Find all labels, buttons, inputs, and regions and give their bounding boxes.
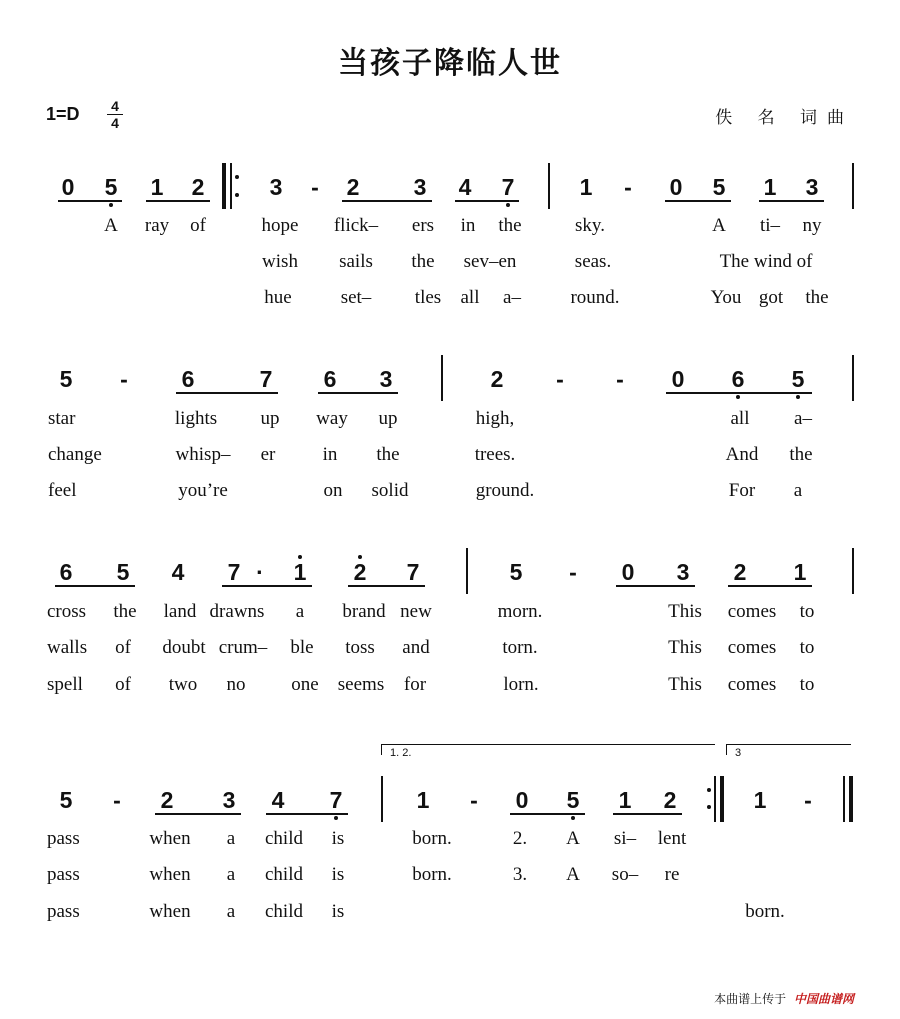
lyric: all bbox=[460, 287, 480, 308]
note: 5 bbox=[566, 787, 580, 813]
lyric: the bbox=[411, 251, 435, 272]
lyric: born. bbox=[745, 901, 785, 922]
lyric: ti– bbox=[759, 215, 781, 236]
lyric: er bbox=[260, 444, 276, 465]
note: 2 bbox=[346, 174, 360, 200]
eighth-beam bbox=[55, 585, 135, 587]
eighth-beam bbox=[455, 200, 519, 202]
note: 0 bbox=[621, 559, 635, 585]
eighth-beam bbox=[759, 200, 824, 202]
volta-label: 3 bbox=[735, 747, 742, 759]
lyric: comes bbox=[727, 637, 777, 658]
lyric: new bbox=[400, 601, 432, 622]
lyric: up bbox=[260, 408, 280, 429]
eighth-beam bbox=[616, 585, 695, 587]
note: 0 bbox=[671, 366, 685, 392]
eighth-beam bbox=[348, 585, 425, 587]
lyric: a bbox=[226, 901, 236, 922]
lyric: round. bbox=[570, 287, 620, 308]
eighth-beam bbox=[613, 813, 682, 815]
lyric: a bbox=[226, 828, 236, 849]
dash: - bbox=[616, 366, 624, 392]
lyric: when bbox=[149, 828, 191, 849]
lyric: way bbox=[316, 408, 348, 429]
lyric: child bbox=[265, 901, 303, 922]
eighth-beam bbox=[728, 585, 812, 587]
lyric: in bbox=[322, 444, 338, 465]
eighth-beam bbox=[318, 392, 398, 394]
eighth-beam bbox=[266, 813, 348, 815]
note: 1 bbox=[293, 559, 307, 585]
note: 7 bbox=[259, 366, 273, 392]
volta-bracket-1-2 bbox=[381, 744, 715, 759]
lower-octave-dot bbox=[736, 395, 740, 399]
lyric: cross bbox=[47, 601, 87, 622]
note: 3 bbox=[269, 174, 283, 200]
repeat-dot bbox=[707, 805, 711, 809]
dash: - bbox=[120, 366, 128, 392]
lyric: hope bbox=[261, 215, 299, 236]
note: 7 bbox=[329, 787, 343, 813]
lyric: trees. bbox=[474, 444, 516, 465]
note: 6 bbox=[323, 366, 337, 392]
note: 6 bbox=[59, 559, 73, 585]
lyric: to bbox=[799, 674, 815, 695]
lyric: in bbox=[460, 215, 476, 236]
repeat-end-thin bbox=[714, 776, 716, 822]
lyric: child bbox=[265, 864, 303, 885]
note: 0 bbox=[669, 174, 683, 200]
lyric: comes bbox=[727, 601, 777, 622]
barline bbox=[852, 163, 854, 209]
note: 5 bbox=[791, 366, 805, 392]
barline bbox=[441, 355, 443, 401]
repeat-dot bbox=[235, 175, 239, 179]
site-logo[interactable]: 中国曲谱网 bbox=[793, 992, 854, 1006]
lyric: drawns bbox=[209, 601, 265, 622]
note: 7 bbox=[406, 559, 420, 585]
note: 1 bbox=[579, 174, 593, 200]
lower-octave-dot bbox=[571, 816, 575, 820]
lyric: This bbox=[668, 637, 702, 658]
lyric: You bbox=[710, 287, 742, 308]
lyric: 3. bbox=[512, 864, 528, 885]
lyric: child bbox=[265, 828, 303, 849]
note: 6 bbox=[181, 366, 195, 392]
note: 2 bbox=[733, 559, 747, 585]
lyric: set– bbox=[340, 287, 372, 308]
note: 1 bbox=[763, 174, 777, 200]
repeat-dot bbox=[707, 788, 711, 792]
dash: - bbox=[804, 787, 812, 813]
lyric: lorn. bbox=[503, 674, 539, 695]
lyric: so– bbox=[611, 864, 639, 885]
lower-octave-dot bbox=[334, 816, 338, 820]
note: 7 bbox=[501, 174, 515, 200]
lyric: two bbox=[168, 674, 198, 695]
lyric: one bbox=[291, 674, 319, 695]
upper-octave-dot bbox=[358, 555, 362, 559]
note: 7 bbox=[227, 559, 241, 585]
lyric: is bbox=[331, 864, 345, 885]
lyric: 2. bbox=[512, 828, 528, 849]
lyric: ground. bbox=[475, 480, 535, 501]
lower-octave-dot bbox=[109, 203, 113, 207]
note: 1 bbox=[753, 787, 767, 813]
barline bbox=[548, 163, 550, 209]
song-title: 当孩子降临人世 bbox=[338, 46, 562, 81]
lyric: doubt bbox=[162, 637, 206, 658]
upper-octave-dot bbox=[298, 555, 302, 559]
note: 1 bbox=[416, 787, 430, 813]
lyric: all bbox=[730, 408, 750, 429]
note: 5 bbox=[59, 787, 73, 813]
lyric: toss bbox=[345, 637, 375, 658]
lyric: a bbox=[793, 480, 803, 501]
eighth-beam bbox=[176, 392, 278, 394]
lower-octave-dot bbox=[796, 395, 800, 399]
eighth-beam bbox=[665, 200, 731, 202]
lyric: brand bbox=[342, 601, 386, 622]
note: 5 bbox=[712, 174, 726, 200]
dash: - bbox=[113, 787, 121, 813]
lyric: when bbox=[149, 901, 191, 922]
volta-bracket-3 bbox=[726, 744, 851, 759]
lyric: when bbox=[149, 864, 191, 885]
note: 2 bbox=[160, 787, 174, 813]
lyric: sev–en bbox=[463, 251, 517, 272]
lyric: born. bbox=[412, 828, 452, 849]
lyric: crum– bbox=[218, 637, 268, 658]
note: 6 bbox=[731, 366, 745, 392]
lyric: A bbox=[104, 215, 118, 236]
note: 1 bbox=[150, 174, 164, 200]
lyric: A bbox=[566, 828, 580, 849]
lyric: And bbox=[725, 444, 759, 465]
source-footer bbox=[714, 990, 854, 1007]
note: 0 bbox=[61, 174, 75, 200]
lyric: re bbox=[664, 864, 680, 885]
lyric: whisp– bbox=[175, 444, 231, 465]
dash: - bbox=[556, 366, 564, 392]
dash: - bbox=[470, 787, 478, 813]
lyric: pass bbox=[47, 828, 80, 849]
lyric: A bbox=[566, 864, 580, 885]
lyric: sails bbox=[339, 251, 373, 272]
lyric: feel bbox=[48, 480, 77, 501]
repeat-end-thick bbox=[720, 776, 724, 822]
dash: - bbox=[311, 174, 319, 200]
dash: - bbox=[569, 559, 577, 585]
lyric: torn. bbox=[502, 637, 538, 658]
note: 3 bbox=[676, 559, 690, 585]
lyric: of bbox=[115, 637, 131, 658]
lyric: is bbox=[331, 901, 345, 922]
lyric: the bbox=[498, 215, 522, 236]
repeat-start-thick bbox=[222, 163, 226, 209]
eighth-beam bbox=[146, 200, 210, 202]
note: 5 bbox=[104, 174, 118, 200]
lyric: star bbox=[48, 408, 76, 429]
note: 1 bbox=[793, 559, 807, 585]
note: 2 bbox=[663, 787, 677, 813]
final-barline-thick bbox=[849, 776, 853, 822]
lyric: change bbox=[48, 444, 102, 465]
lyric: is bbox=[331, 828, 345, 849]
eighth-beam bbox=[155, 813, 241, 815]
lyric: born. bbox=[412, 864, 452, 885]
lyric: hue bbox=[264, 287, 292, 308]
lyric: the bbox=[805, 287, 829, 308]
final-barline-thin bbox=[843, 776, 845, 822]
note: 3 bbox=[413, 174, 427, 200]
lyric: a bbox=[295, 601, 305, 622]
lyric: The wind of bbox=[719, 251, 813, 272]
lyric: on bbox=[323, 480, 343, 501]
key-signature: 1=D bbox=[46, 104, 80, 124]
lyric: no bbox=[226, 674, 246, 695]
barline bbox=[852, 548, 854, 594]
note: 1 bbox=[618, 787, 632, 813]
lyric: and bbox=[402, 637, 430, 658]
note: 5 bbox=[509, 559, 523, 585]
volta-label: 1. 2. bbox=[390, 747, 412, 759]
lyric: a– bbox=[503, 287, 521, 308]
lyric: a bbox=[226, 864, 236, 885]
barline bbox=[852, 355, 854, 401]
lyric: flick– bbox=[333, 215, 379, 236]
eighth-beam bbox=[510, 813, 585, 815]
lyric: morn. bbox=[497, 601, 543, 622]
lyric: ble bbox=[290, 637, 314, 658]
lyric: spell bbox=[47, 674, 83, 695]
repeat-dot bbox=[235, 193, 239, 197]
lyric: pass bbox=[47, 864, 80, 885]
lyric: seems bbox=[337, 674, 385, 695]
note: 5 bbox=[116, 559, 130, 585]
lyric: of bbox=[115, 674, 131, 695]
lyric: ny bbox=[802, 215, 822, 236]
note: 3 bbox=[379, 366, 393, 392]
lyric: ers bbox=[411, 215, 435, 236]
composer-credit: 佚 名 词曲 bbox=[715, 108, 854, 128]
repeat-start-thin bbox=[230, 163, 232, 209]
lyric: solid bbox=[371, 480, 409, 501]
lyric: pass bbox=[47, 901, 80, 922]
lyric: lent bbox=[657, 828, 687, 849]
lyric: This bbox=[668, 601, 702, 622]
eighth-beam bbox=[58, 200, 122, 202]
lyric: to bbox=[799, 601, 815, 622]
lyric: sky. bbox=[575, 215, 605, 236]
time-signature bbox=[107, 98, 123, 131]
lyric: si– bbox=[613, 828, 637, 849]
lyric: high, bbox=[475, 408, 515, 429]
lyric: the bbox=[376, 444, 400, 465]
lyric: got bbox=[758, 287, 784, 308]
lyric: tles bbox=[414, 287, 442, 308]
lower-octave-dot bbox=[506, 203, 510, 207]
note: 2 bbox=[191, 174, 205, 200]
note: 4 bbox=[171, 559, 185, 585]
lyric: of bbox=[190, 215, 206, 236]
lyric: for bbox=[403, 674, 427, 695]
eighth-beam bbox=[726, 392, 812, 394]
lyric: wish bbox=[262, 251, 298, 272]
lyric: comes bbox=[727, 674, 777, 695]
lyric: A bbox=[712, 215, 726, 236]
note: 2 bbox=[490, 366, 504, 392]
barline bbox=[381, 776, 383, 822]
lyric: to bbox=[799, 637, 815, 658]
note: 2 bbox=[353, 559, 367, 585]
dash: - bbox=[624, 174, 632, 200]
lyric: the bbox=[113, 601, 137, 622]
lyric: This bbox=[668, 674, 702, 695]
lyric: you’re bbox=[178, 480, 228, 501]
lyric: For bbox=[728, 480, 756, 501]
eighth-beam bbox=[222, 585, 312, 587]
lyric: the bbox=[789, 444, 813, 465]
lyric: a– bbox=[794, 408, 812, 429]
meter-denominator: 4 bbox=[111, 115, 119, 131]
footer-prefix: 本曲谱上传于 bbox=[714, 992, 787, 1006]
lyric: lights bbox=[174, 408, 218, 429]
meter-numerator: 4 bbox=[107, 98, 123, 115]
barline bbox=[466, 548, 468, 594]
lyric: seas. bbox=[574, 251, 612, 272]
lyric: ray bbox=[144, 215, 170, 236]
note: 3 bbox=[805, 174, 819, 200]
note: 3 bbox=[222, 787, 236, 813]
eighth-beam bbox=[342, 200, 432, 202]
augmentation-dot: · bbox=[256, 559, 264, 585]
lyric: walls bbox=[47, 637, 88, 658]
note: 4 bbox=[458, 174, 472, 200]
note: 5 bbox=[59, 366, 73, 392]
note: 0 bbox=[515, 787, 529, 813]
lyric: land bbox=[163, 601, 197, 622]
note: 4 bbox=[271, 787, 285, 813]
lyric: up bbox=[378, 408, 398, 429]
